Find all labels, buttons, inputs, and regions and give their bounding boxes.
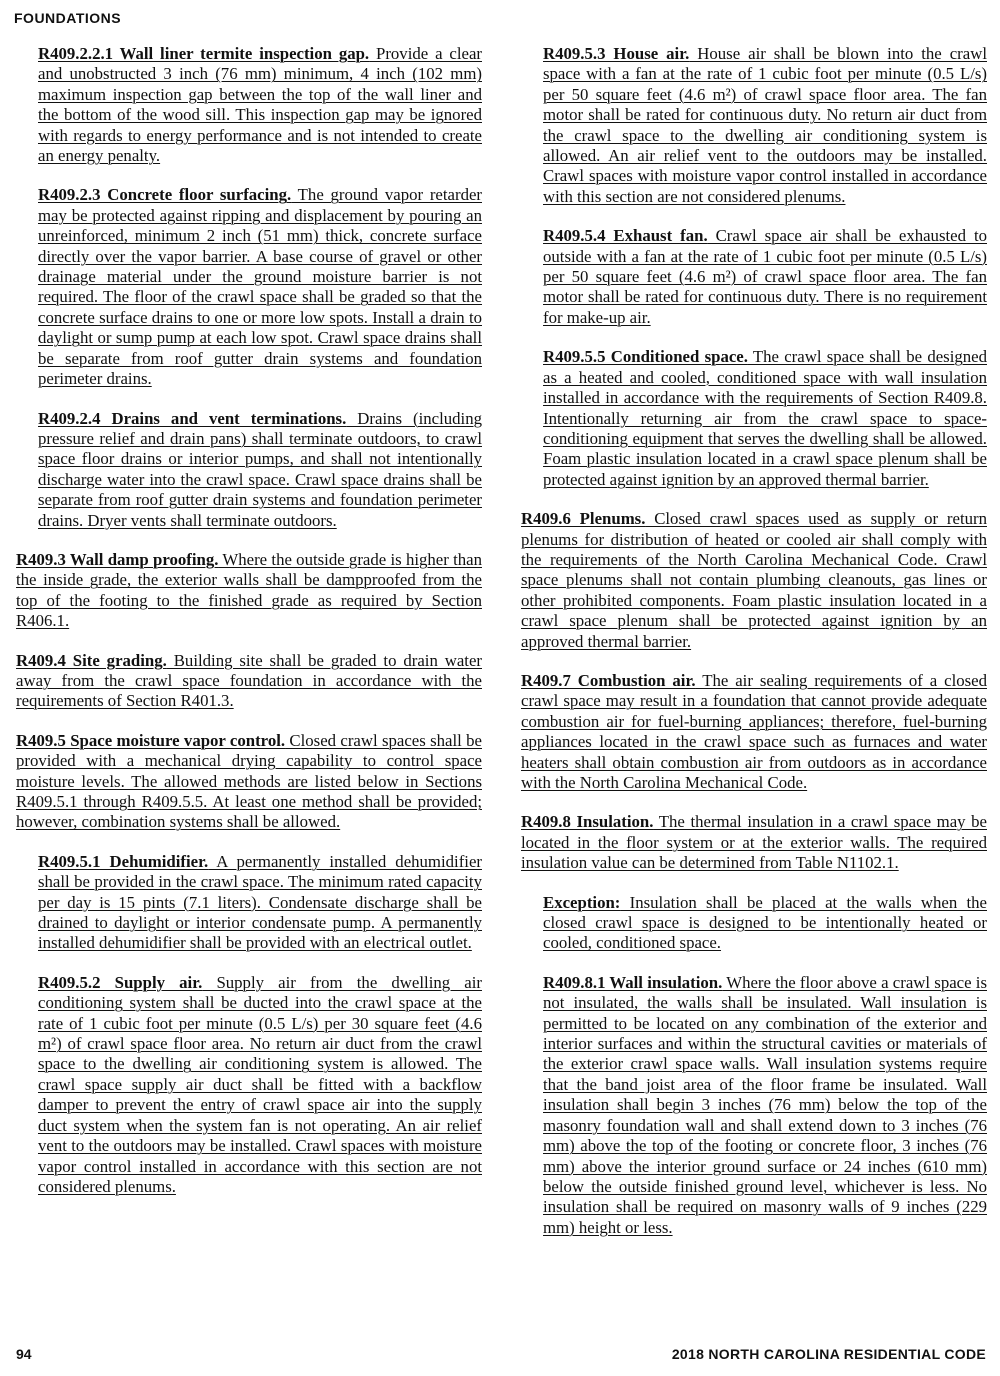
section-heading: R409.2.2.1 Wall liner termite inspection gap. [38, 44, 370, 63]
section-r409-2-3 [38, 185, 482, 389]
section-r409-5-5 [543, 347, 987, 490]
section-text: The crawl space shall be designed as a heated and cooled, conditioned space with wall insulation installed in accordance with the requirements of Section R409.8. Intentionally returning air from the crawl space to space-conditioning equipment that serves the dwelling shall be allowed. Foam plastic insulation located in a crawl space plenum shall be protected against ignition by an approved thermal barrier. [543, 347, 987, 489]
section-text: Closed crawl spaces used as supply or return plenums for distribution of heated or cooled air shall comply with the requirements of the North Carolina Mechanical Code. Crawl space plenums shall not contain plumbing cleanouts, gas lines or other prohibited components. Foam plastic insulation located in a crawl space plenum shall be protected against ignition by an approved thermal barrier. [521, 509, 987, 651]
section-heading: R409.5.4 Exhaust fan. [543, 226, 708, 246]
section-text: The ground vapor retarder may be protected against ripping and displacement by pouring an unreinforced, minimum 2 inch (51 mm) thick, concrete surface directly over the vapor barrier. A base course of gravel or other drainage material under the ground moisture barrier is not required. The floor of the crawl space shall be graded so that the concrete surface drains to one or more low spots. Install a drain to daylight or sump pump at each low spot. Crawl space drains shall be separate from roof gutter drain systems and foundation perimeter drains. [38, 185, 482, 389]
section-text: Insulation shall be placed at the walls when the closed crawl space is designed to be intentionally heated or cooled, conditioned space. [543, 892, 987, 953]
section-r409-5-1 [38, 852, 482, 954]
running-head: FOUNDATIONS [14, 10, 122, 26]
section-text: Closed crawl spaces shall be provided with a mechanical drying capability to control space moisture levels. The allowed methods are listed below in Sections R409.5.1 through R409.5.5. At least one method shall be provided; however, combination systems shall be allowed. [16, 730, 482, 832]
section-heading: R409.3 Wall damp proofing. [16, 549, 219, 569]
section-heading: R409.8.1 Wall insulation. [543, 972, 723, 992]
section-r409-8-1 [543, 973, 987, 1238]
section-text: The air sealing requirements of a closed crawl space may result in a foundation that cannot provide adequate combustion air for fuel-burning appliances; therefore, fuel-burning appliances located in the crawl space such as furnaces and water heaters shall obtain combustion air from outdoors as in accordance with the North Carolina Mechanical Code. [521, 670, 987, 792]
section-heading: R409.4 Site grading. [16, 650, 167, 670]
section-r409-7 [521, 671, 987, 793]
section-text: Where the floor above a crawl space is not insulated, the walls shall be insulated. Wall insulation is permitted to be located on any combination of the exterior and interior surfaces and within the structural cavities or materials of the exterior crawl space walls. Wall insulation systems require that the band joist area of the floor frame be insulated. Wall insulation shall begin 3 inches (76 mm) below the top of the masonry foundation wall and shall extend down to 3 inches (76 mm) above the top of the footing or concrete floor, 3 inches (76 mm) above the interior ground surface or 24 inches (610 mm) below the outside finished ground level, whichever is less. No insulation shall be required on masonry walls of 9 inches (229 mm) height or less. [543, 972, 987, 1237]
section-r409-5 [16, 731, 482, 833]
section-r409-2-4 [38, 409, 482, 531]
code-title: 2018 NORTH CAROLINA RESIDENTIAL CODE [671, 1346, 986, 1362]
section-r409-3 [16, 550, 482, 632]
section-r409-5-4 [543, 226, 987, 328]
page-number: 94 [16, 1346, 32, 1362]
section-heading: R409.5.1 Dehumidifier. [38, 851, 209, 871]
section-r409-8 [521, 812, 987, 873]
section-heading: R409.6 Plenums. [521, 509, 646, 529]
section-heading: R409.5.5 Conditioned space. [543, 347, 748, 367]
section-heading: R409.5 Space moisture vapor control. [16, 730, 286, 750]
section-text: Provide a clear and unobstructed 3 inch (76 mm) minimum, 4 inch (102 mm) maximum inspection gap between the top of the wall liner and the bottom of the wood sill. This inspection gap may be ignored with regards to energy performance and is not intended to create an energy penalty. [38, 44, 482, 166]
section-heading: R409.5.3 House air. [543, 44, 690, 63]
section-heading: Exception: [543, 892, 621, 912]
section-heading: R409.2.3 Concrete floor surfacing. [38, 185, 292, 205]
section-text: Drains (including pressure relief and drain pans) shall terminate outdoors, to crawl space floor drains or interior pumps, and shall not intentionally discharge water into the crawl space. Crawl space drains shall be separate from roof gutter drain systems and foundation perimeter drains. Dryer vents shall terminate outdoors. [38, 408, 482, 530]
section-heading: R409.7 Combustion air. [521, 670, 696, 690]
section-text: Where the outside grade is higher than the inside grade, the exterior walls shall be dampproofed from the top of the footing to the finished grade as required by Section R406.1. [16, 549, 482, 631]
section-r409-2-2-1 [38, 44, 482, 166]
section-r409-6 [521, 509, 987, 652]
section-r409-5-2 [38, 973, 482, 1197]
section-text: A permanently installed dehumidifier shall be provided in the crawl space. The minimum rated capacity per day is 15 pints (7.1 liters). Condensate discharge shall be drained to daylight or interior condensate pump. A permanently installed dehumidifier shall be provided with an electrical outlet. [38, 851, 482, 953]
section-heading: R409.5.2 Supply air. [38, 972, 203, 992]
left-column [16, 44, 482, 1216]
section-heading: R409.2.4 Drains and vent terminations. [38, 408, 347, 428]
section-text: Building site shall be graded to drain water away from the crawl space foundation in accordance with the requirements of Section R401.3. [16, 650, 482, 711]
section-r409-4 [16, 651, 482, 712]
section-text: Supply air from the dwelling air conditioning system shall be ducted into the crawl space at the rate of 1 cubic foot per minute (0.5 L/s) per 30 square feet (4.6 m²) of crawl space floor area. No return air duct from the crawl space to the dwelling air conditioning system is allowed. The crawl space supply air duct shall be fitted with a backflow damper to prevent the entry of crawl space air into the supply duct system when the system fan is not operating. An air relief vent to the outdoors may be installed. Crawl spaces with moisture vapor control installed in accordance with this section are not considered plenums. [38, 972, 482, 1196]
right-column [521, 44, 987, 1250]
section-r409-8-exception [543, 893, 987, 954]
section-text: Crawl space air shall be exhausted to outside with a fan at the rate of 1 cubic foot per minute (0.5 L/s) per 50 square feet (4.6 m²) of crawl space floor area. The fan motor shall be rated for continuous duty. There is no requirement for make-up air. [543, 226, 987, 327]
section-text: The thermal insulation in a crawl space may be located in the floor system or at the exterior walls. The required insulation value can be determined from Table N1102.1. [521, 812, 987, 873]
section-text: House air shall be blown into the crawl space with a fan at the rate of 1 cubic foot per minute (0.5 L/s) per 50 square feet (4.6 m²) of crawl space floor area. The fan motor shall be rated for continuous duty. No return air duct from the crawl space to the dwelling air conditioning system is allowed. An air relief vent to the outdoors may be installed. Crawl spaces with moisture vapor control installed in accordance with this section are not considered plenums. [543, 44, 987, 206]
section-heading: R409.8 Insulation. [521, 812, 654, 832]
section-r409-5-3 [543, 44, 987, 207]
